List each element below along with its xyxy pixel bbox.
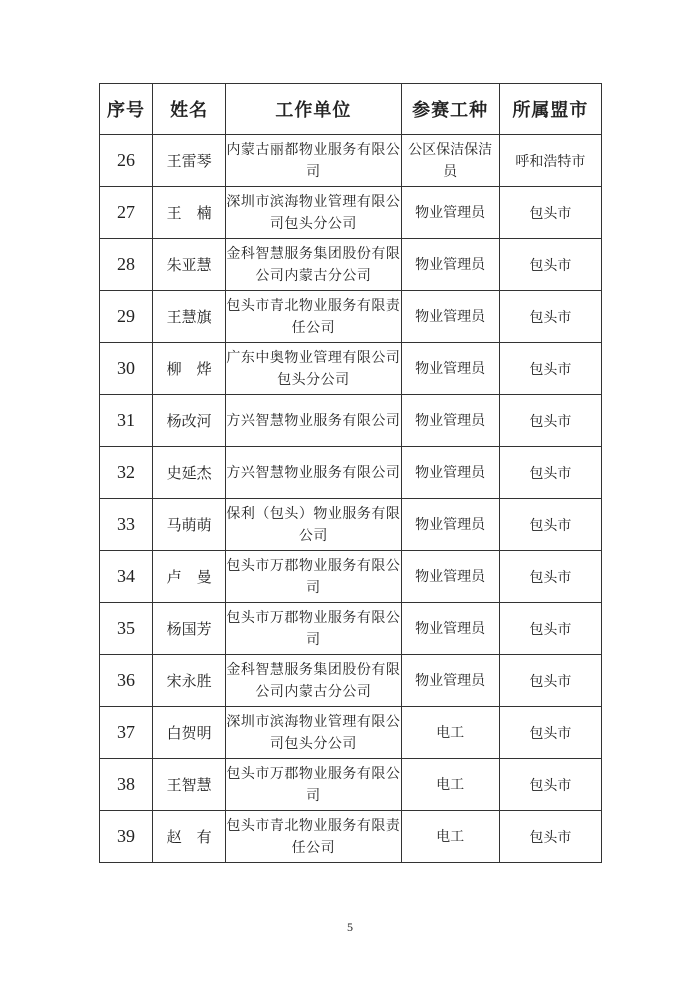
serial-number-cell: 31 <box>100 395 153 447</box>
competition-type-cell: 物业管理员 <box>401 187 499 239</box>
league-city-cell: 包头市 <box>499 603 601 655</box>
name-cell: 柳 烨 <box>153 343 226 395</box>
work-unit-cell: 包头市万郡物业服务有限公司 <box>226 759 401 811</box>
competition-type-cell: 公区保洁保洁员 <box>401 135 499 187</box>
league-city-cell: 包头市 <box>499 239 601 291</box>
serial-number-cell: 32 <box>100 447 153 499</box>
serial-number-cell: 37 <box>100 707 153 759</box>
serial-number-cell: 33 <box>100 499 153 551</box>
competition-type-cell: 电工 <box>401 707 499 759</box>
name-cell: 史延杰 <box>153 447 226 499</box>
competition-type-cell: 电工 <box>401 759 499 811</box>
league-city-cell: 包头市 <box>499 707 601 759</box>
name-cell: 杨国芳 <box>153 603 226 655</box>
name-cell: 王慧旗 <box>153 291 226 343</box>
name-cell: 王 楠 <box>153 187 226 239</box>
work-unit-cell: 广东中奥物业管理有限公司包头分公司 <box>226 343 401 395</box>
serial-number-cell: 36 <box>100 655 153 707</box>
header-name: 姓名 <box>153 84 226 135</box>
page-number: 5 <box>347 920 353 934</box>
serial-number-cell: 34 <box>100 551 153 603</box>
table-row <box>100 187 602 239</box>
league-city-cell: 包头市 <box>499 291 601 343</box>
competition-type-cell: 物业管理员 <box>401 447 499 499</box>
table-row <box>100 759 602 811</box>
league-city-cell: 包头市 <box>499 447 601 499</box>
header-league-city: 所属盟市 <box>499 84 601 135</box>
league-city-cell: 包头市 <box>499 655 601 707</box>
name-cell: 王雷琴 <box>153 135 226 187</box>
name-cell: 王智慧 <box>153 759 226 811</box>
serial-number-cell: 27 <box>100 187 153 239</box>
work-unit-cell: 包头市青北物业服务有限责任公司 <box>226 291 401 343</box>
league-city-cell: 包头市 <box>499 395 601 447</box>
work-unit-cell: 保利（包头）物业服务有限公司 <box>226 499 401 551</box>
league-city-cell: 包头市 <box>499 343 601 395</box>
name-cell: 马萌萌 <box>153 499 226 551</box>
work-unit-cell: 金科智慧服务集团股份有限公司内蒙古分公司 <box>226 655 401 707</box>
serial-number-cell: 29 <box>100 291 153 343</box>
competition-type-cell: 物业管理员 <box>401 551 499 603</box>
serial-number-cell: 38 <box>100 759 153 811</box>
competition-type-cell: 物业管理员 <box>401 499 499 551</box>
table-row <box>100 811 602 863</box>
name-cell: 白贺明 <box>153 707 226 759</box>
work-unit-cell: 深圳市滨海物业管理有限公司包头分公司 <box>226 707 401 759</box>
work-unit-cell: 金科智慧服务集团股份有限公司内蒙古分公司 <box>226 239 401 291</box>
name-cell: 朱亚慧 <box>153 239 226 291</box>
name-cell: 杨改河 <box>153 395 226 447</box>
competition-type-cell: 电工 <box>401 811 499 863</box>
table-row <box>100 343 602 395</box>
league-city-cell: 包头市 <box>499 759 601 811</box>
competition-type-cell: 物业管理员 <box>401 395 499 447</box>
competition-type-cell: 物业管理员 <box>401 291 499 343</box>
table-row <box>100 239 602 291</box>
table-row <box>100 499 602 551</box>
work-unit-cell: 包头市万郡物业服务有限公司 <box>226 603 401 655</box>
table-header-row <box>100 84 602 135</box>
serial-number-cell: 35 <box>100 603 153 655</box>
name-cell: 卢 曼 <box>153 551 226 603</box>
table-row <box>100 603 602 655</box>
header-work-unit: 工作单位 <box>226 84 401 135</box>
competition-type-cell: 物业管理员 <box>401 239 499 291</box>
table-row <box>100 707 602 759</box>
header-serial-number: 序号 <box>100 84 153 135</box>
header-competition-type: 参赛工种 <box>401 84 499 135</box>
table-row <box>100 291 602 343</box>
table-body <box>100 135 602 863</box>
serial-number-cell: 26 <box>100 135 153 187</box>
serial-number-cell: 39 <box>100 811 153 863</box>
table-row <box>100 135 602 187</box>
work-unit-cell: 内蒙古丽都物业服务有限公司 <box>226 135 401 187</box>
serial-number-cell: 30 <box>100 343 153 395</box>
table-row <box>100 447 602 499</box>
league-city-cell: 包头市 <box>499 811 601 863</box>
work-unit-cell: 包头市青北物业服务有限责任公司 <box>226 811 401 863</box>
name-cell: 宋永胜 <box>153 655 226 707</box>
work-unit-cell: 深圳市滨海物业管理有限公司包头分公司 <box>226 187 401 239</box>
work-unit-cell: 包头市万郡物业服务有限公司 <box>226 551 401 603</box>
table-row <box>100 551 602 603</box>
work-unit-cell: 方兴智慧物业服务有限公司 <box>226 447 401 499</box>
table-row <box>100 655 602 707</box>
roster-table <box>99 83 602 863</box>
league-city-cell: 包头市 <box>499 551 601 603</box>
serial-number-cell: 28 <box>100 239 153 291</box>
competition-type-cell: 物业管理员 <box>401 343 499 395</box>
work-unit-cell: 方兴智慧物业服务有限公司 <box>226 395 401 447</box>
competition-type-cell: 物业管理员 <box>401 655 499 707</box>
league-city-cell: 包头市 <box>499 499 601 551</box>
name-cell: 赵 有 <box>153 811 226 863</box>
competition-type-cell: 物业管理员 <box>401 603 499 655</box>
league-city-cell: 呼和浩特市 <box>499 135 601 187</box>
league-city-cell: 包头市 <box>499 187 601 239</box>
table-row <box>100 395 602 447</box>
